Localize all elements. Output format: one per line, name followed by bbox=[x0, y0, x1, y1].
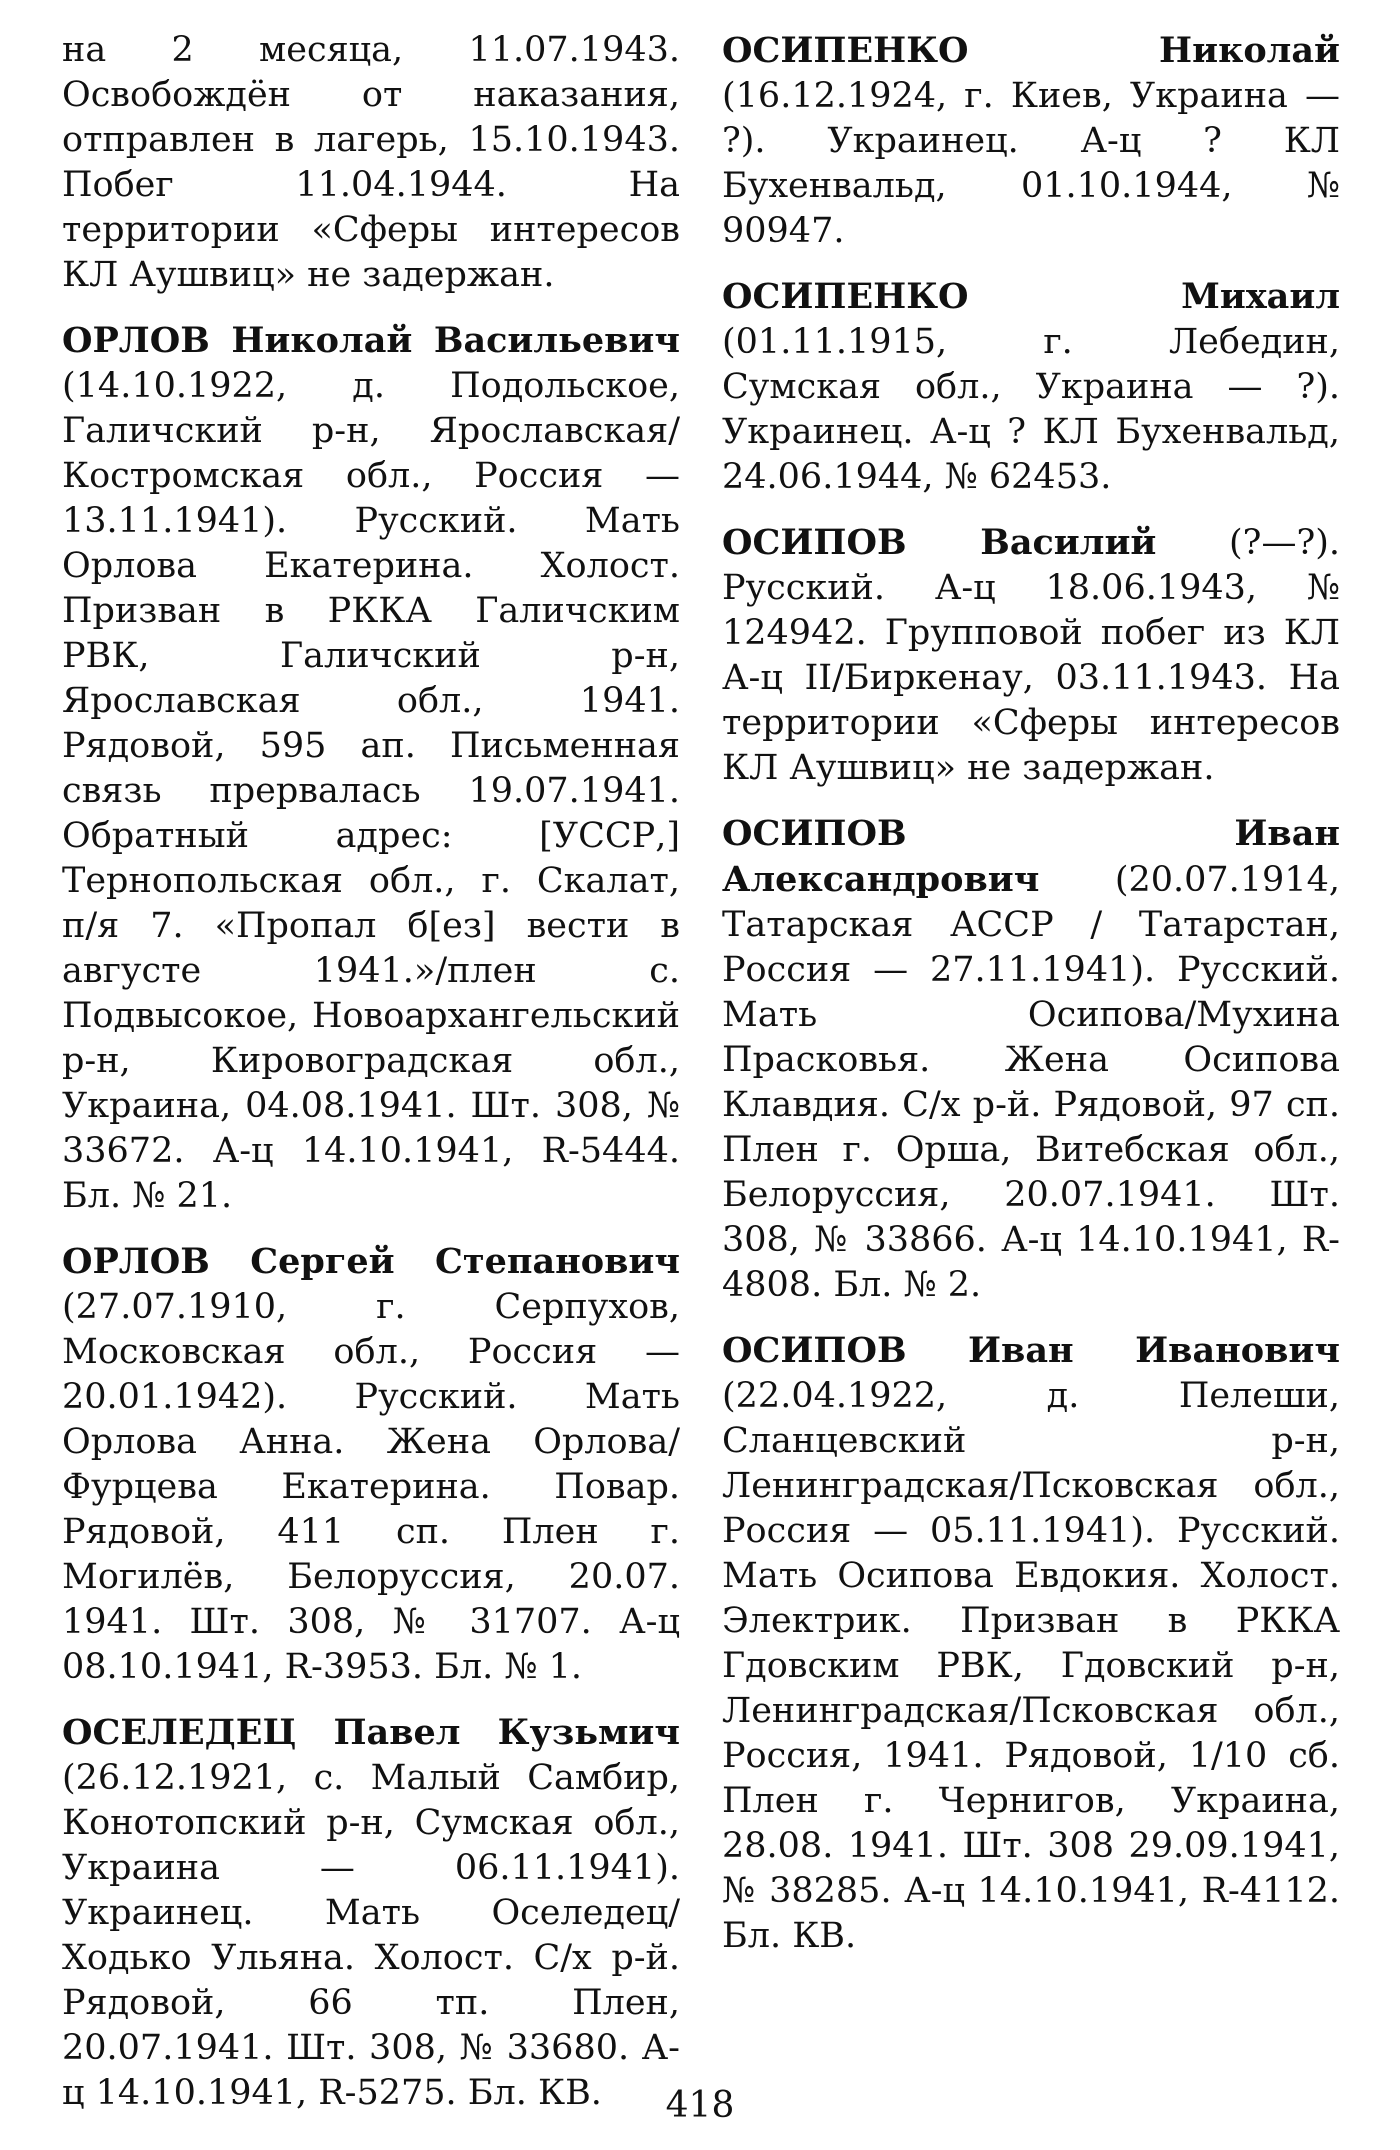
entry-text: (16.12.1924, г. Киев, Украина — ?). Украинец. А-ц ? КЛ Бухенвальд, 01.10.1944, № 90947. bbox=[722, 76, 1340, 251]
entry-text: (22.04.1922, д. Пелеши, Сланцевский р-н, Ленинградская/Псковская обл., Россия — 05.11.1941). Русский. Мать Осипова Евдокия. Холост. Электрик. Призван в РККА Гдовским РВК, Гдовский р-н, Ленинградская/Псковская обл., Россия, 1941. Рядовой, 1/10 сб. Плен г. Чернигов, Украина, 28.08. 1941. Шт. 308 29.09.1941, № 38285. А-ц 14.10.1941, R-4112. Бл. КВ. bbox=[722, 1376, 1340, 1956]
entry-name: ОСИПЕНКО Михаил bbox=[722, 276, 1340, 317]
entry-name: ОРЛОВ Сергей Степанович bbox=[62, 1241, 680, 1282]
entry-name: ОСИПЕНКО Николай bbox=[722, 30, 1340, 71]
entry-name: ОРЛОВ Николай Васильевич bbox=[62, 320, 680, 361]
entry-continuation bbox=[62, 28, 680, 298]
page-number: 418 bbox=[665, 2085, 735, 2126]
entry-text: (20.07.1914, Татарская АССР / Татарстан, Россия — 27.11.1941). Русский. Мать Осипова/Мухина Прасковья. Жена Осипова Клавдия. С/х р-й. Рядовой, 97 сп. Плен г. Орша, Витебская обл., Белоруссия, 20.07.1941. Шт. 308, № 33866. А-ц 14.10.1941, R-4808. Бл. № 2. bbox=[722, 860, 1340, 1305]
right-column bbox=[722, 28, 1340, 1979]
entry-osipenko-nikolai bbox=[722, 28, 1340, 254]
entry-text: (01.11.1915, г. Лебедин, Сумская обл., Украина — ?). Украинец. А-ц ? КЛ Бухенвальд, 24.06.1944, № 62453. bbox=[722, 322, 1340, 497]
entry-osipov-ivan-aleksandrovich bbox=[722, 811, 1340, 1308]
entry-osipov-vasilii bbox=[722, 520, 1340, 791]
entry-osipov-ivan-ivanovich bbox=[722, 1328, 1340, 1959]
entry-orlov-sergei bbox=[62, 1239, 680, 1690]
entry-orlov-nikolai bbox=[62, 318, 680, 1219]
entry-text: на 2 месяца, 11.07.1943. Освобождён от наказания, отправлен в лагерь, 15.10.1943. Побег 11.04.1944. На территории «Сферы интересов КЛ Аушвиц» не задержан. bbox=[62, 30, 680, 295]
left-column bbox=[62, 28, 680, 2136]
entry-text: (26.12.1921, с. Малый Самбир, Конотопский р-н, Сумская обл., Украина — 06.11.1941). Украинец. Мать Оселедец/Ходько Ульяна. Холост. С/х р-й. Рядовой, 66 тп. Плен, 20.07.1941. Шт. 308, № 33680. А-ц 14.10.1941, R-5275. Бл. КВ. bbox=[62, 1758, 680, 2113]
entry-name: ОСИПОВ Иван Иванович bbox=[722, 1330, 1340, 1371]
entry-text: (27.07.1910, г. Серпухов, Московская обл., Россия — 20.01.1942). Русский. Мать Орлова Анна. Жена Орлова/Фурцева Екатерина. Повар. Рядовой, 411 сп. Плен г. Могилёв, Белоруссия, 20.07. 1941. Шт. 308, № 31707. А-ц 08.10.1941, R-3953. Бл. № 1. bbox=[62, 1287, 680, 1687]
entry-osipenko-mikhail bbox=[722, 274, 1340, 500]
entry-name: ОСЕЛЕДЕЦ Павел Кузьмич bbox=[62, 1712, 680, 1753]
entry-name: ОСИПОВ Иван Александрович bbox=[722, 813, 1340, 900]
entry-name: ОСИПОВ Василий bbox=[722, 522, 1157, 563]
entry-text: (14.10.1922, д. Подольское, Галичский р-н, Ярославская/Костромская обл., Россия — 13.11.1941). Русский. Мать Орлова Екатерина. Холост. Призван в РККА Галичским РВК, Галичский р-н, Ярославская обл., 1941. Рядовой, 595 ап. Письменная связь прервалась 19.07.1941. Обратный адрес: [УССР,] Тернопольская обл., г. Скалат, п/я 7. «Пропал б[ез] вести в августе 1941.»/плен с. Подвысокое, Новоархангельский р-н, Кировоградская обл., Украина, 04.08.1941. Шт. 308, № 33672. А-ц 14.10.1941, R-5444. Бл. № 21. bbox=[62, 366, 680, 1216]
entry-oseledets-pavel bbox=[62, 1710, 680, 2116]
entry-text: (?—?). Русский. А-ц 18.06.1943, № 124942. Групповой побег из КЛ А-ц II/Биркенау, 03.11.1943. На территории «Сферы интересов КЛ Аушвиц» не задержан. bbox=[722, 523, 1340, 788]
